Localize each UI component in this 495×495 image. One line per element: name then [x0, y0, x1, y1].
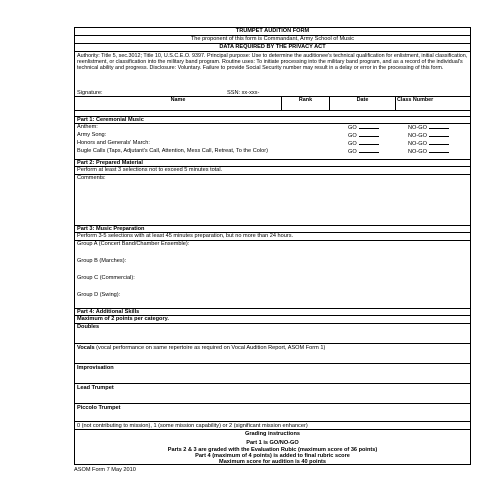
army-song-label: Army Song:: [77, 132, 107, 138]
group-c-label[interactable]: Group C (Commercial):: [77, 275, 135, 281]
vocals-field[interactable]: [75, 344, 470, 364]
name-column[interactable]: Name: [170, 97, 186, 103]
rank-column[interactable]: Rank: [281, 97, 329, 110]
part2-comments[interactable]: Comments:: [77, 175, 106, 181]
grading-header: Grading instructions: [244, 431, 300, 437]
audition-form: [74, 27, 471, 465]
piccolo-trumpet-field[interactable]: Piccolo Trumpet: [75, 404, 470, 422]
part3-instruction: Perform 3-5 selections with at least 45 minutes preparation, but no more than 24 hours.: [75, 233, 470, 241]
privacy-header: DATA REQUIRED BY THE PRIVACY ACT: [75, 44, 470, 52]
anthem-label: Anthem:: [77, 124, 98, 130]
part2-header: Part 2: Prepared Material: [75, 159, 470, 167]
part4-subheader: Maximum of 2 points per category.: [75, 316, 470, 324]
bugle-calls-label: Bugle Calls (Taps, Adjutant's Call, Attention, Mess Call, Retreat, To the Color): [77, 148, 268, 154]
group-d-label[interactable]: Group D (Swing):: [77, 292, 121, 298]
anthem-nogo[interactable]: NO-GO: [408, 124, 449, 131]
grading-line-3: Part 4 (maximum of 4 points) is added to final rubric score: [195, 453, 350, 459]
group-a-label[interactable]: Group A (Concert Band/Chamber Ensemble):: [77, 241, 190, 247]
grading-line-1: Part 1 is GO/NO-GO: [246, 440, 299, 446]
army-song-go[interactable]: GO: [348, 132, 379, 139]
signature-row: [75, 90, 470, 97]
proponent-line: The proponent of this form is Commandant, Army School of Music: [75, 36, 470, 44]
grading-line-2: Parts 2 & 3 are graded with the Evaluation Rubic (maximum score of 36 points): [167, 447, 378, 453]
group-b-label[interactable]: Group B (Marches):: [77, 258, 127, 264]
part4-header: Part 4: Additional Skills: [75, 308, 470, 316]
date-column[interactable]: Date: [329, 97, 395, 110]
honors-nogo[interactable]: NO-GO: [408, 140, 449, 147]
honors-label: Honors and Generals' March:: [77, 140, 150, 146]
part1-header: Part 1: Ceremonial Music: [75, 116, 470, 124]
doubles-field[interactable]: Doubles: [75, 324, 470, 344]
signature-label: Signature:: [77, 90, 103, 96]
army-song-nogo[interactable]: NO-GO: [408, 132, 449, 139]
grading-line-4: Maximum score for audition is 40 points: [219, 459, 326, 465]
part1-items: [75, 124, 470, 159]
improvisation-field[interactable]: Improvisation: [75, 364, 470, 384]
part3-groups: [75, 241, 470, 307]
anthem-go[interactable]: GO: [348, 124, 379, 131]
form-footer: ASOM Form 7 May 2010: [74, 467, 136, 473]
identity-row: [75, 97, 470, 111]
vocals-label: Vocals: [77, 345, 95, 351]
bugle-calls-nogo[interactable]: NO-GO: [408, 148, 449, 155]
part2-instruction: Perform at least 3 selections not to exceed 5 minutes total.: [75, 167, 470, 175]
bugle-calls-go[interactable]: GO: [348, 148, 379, 155]
honors-go[interactable]: GO: [348, 140, 379, 147]
ssn-label: SSN: xx-xxx-: [227, 90, 260, 96]
scoring-scale: 0 (not contributing to mission), 1 (some mission capability) or 2 (significant mission enhancer): [75, 422, 470, 430]
part3-header: Part 3: Music Preparation: [75, 225, 470, 233]
class-number-column[interactable]: Class Number: [395, 97, 470, 110]
lead-trumpet-field[interactable]: Lead Trumpet: [75, 384, 470, 404]
vocals-note: (vocal performance on same repertoire as required on Vocal Audition Report, ASOM Form 1): [94, 345, 326, 351]
privacy-text: Authority: Title 5, sec.3012; Title 10, U.S.C.E.O. 9397. Principal purpose: Use to determine the auditionee's technical qualification for enlistment, initial classification, reenlistment, or classification into the military band program. Routine uses: To initiate processing into the military band program, and as a record of the individual's technical ability and progress. Disclosure: Voluntary. Failure to provide Social Security number may result in a delay or error in the processing of this form.: [77, 53, 468, 72]
form-title: TRUMPET AUDITION FORM: [75, 28, 470, 36]
